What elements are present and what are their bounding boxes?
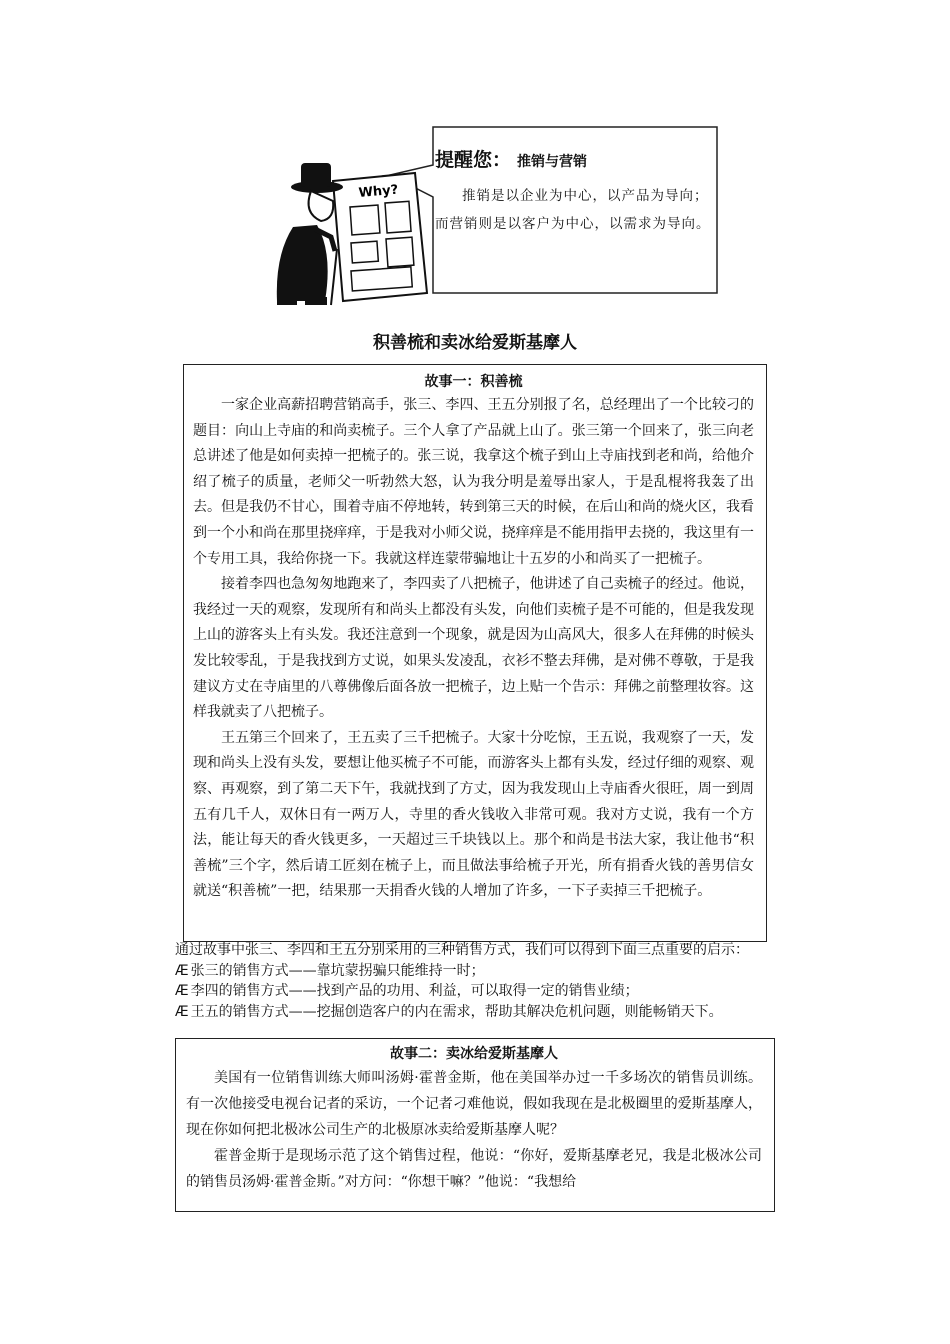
story-one-paragraph: 王五第三个回来了，王五卖了三千把梳子。大家十分吃惊，王五说，我观察了一天，发现和尚头上没有头发，要想让他买梳子不可能，而游客头上都有头发，经过仔细的观察、观察、再观察，到了第二天下午，我就找到了方丈，因为我发现山上寺庙香火很旺，周一到周五有几千人，双休日有一两万人，寺里的香火钱收入非常可观。我对方丈说，我有一个方法，能让每天的香火钱更多，一天超过三千块钱以上。那个和尚是书法大家，我让他书“积善梳”三个字，然后请工匠刻在梳子上，而且做法事给梳子开光，所有捐香火钱的善男信女就送“积善梳”一把，结果那一天捐香火钱的人增加了许多，一下子卖掉三千把梳子。 — [193, 729, 754, 900]
lesson-text: 张三的销售方式——靠坑蒙拐骗只能维持一时； — [190, 962, 485, 979]
bullet-icon: Æ — [175, 1003, 189, 1020]
lessons-section — [145, 940, 805, 1022]
lesson-text: 李四的销售方式——找到产品的功用、利益，可以取得一定的销售业绩； — [190, 983, 639, 999]
story-one-paragraph: 一家企业高薪招聘营销高手，张三、李四、王五分别报了名，总经理出了一个比较刁的题目：向山上寺庙的和尚卖梳子。三个人拿了产品就上山了。张三第一个回来了，张三向老总讲述了他是如何卖掉一把梳子的。张三说，我拿这个梳子到山上寺庙找到老和尚，给他介绍了梳子的质量，老师父一听勃然大怒，认为我分明是羞辱出家人，于是乱棍将我轰了出去。但是我仍不甘心，围着寺庙不停地转，转到第三天的时候，在后山和尚的烧火区，我看到一个小和尚在那里挠痒痒，于是我对小师父说，挠痒痒是不能用指甲去挠的，我这里有一个专用工具，我给你挠一下。我就这样连蒙带骗地让十五岁的小和尚买了一把梳子。 — [193, 397, 754, 567]
thinking-man-icon — [277, 163, 343, 305]
story-two-paragraph: 霍普金斯于是现场示范了这个销售过程，他说：“你好，爱斯基摩老兄，我是北极冰公司的销售员汤姆·霍普金斯。”对方问：“你想干嘛？”他说：“我想给 — [186, 1148, 762, 1190]
bullet-icon: Æ — [175, 962, 189, 979]
story-one-title: 故事一：积善梳 — [424, 374, 523, 390]
reminder-text — [435, 145, 715, 238]
story-two-box — [175, 1038, 775, 1212]
story-two-paragraph: 美国有一位销售训练大师叫汤姆·霍普金斯，他在美国举办过一千多场次的销售员训练。有一次他接受电视台记者的采访，一个记者刁难他说，假如我现在是北极圈里的爱斯基摩人，现在你如何把北极冰公司生产的北极原冰卖给爱斯基摩人呢？ — [186, 1070, 762, 1138]
lessons-intro: 通过故事中张三、李四和王五分别采用的三种销售方式，我们可以得到下面三点重要的启示： — [175, 942, 749, 958]
lesson-item — [145, 981, 805, 1002]
story-one-paragraph: 接着李四也急匆匆地跑来了，李四卖了八把梳子，他讲述了自己卖梳子的经过。他说，我经过一天的观察，发现所有和尚头上都没有头发，向他们卖梳子是不可能的，但是我发现上山的游客头上有头发。我还注意到一个现象，就是因为山高风大，很多人在拜佛的时候头发比较零乱，于是我找到方丈说，如果头发凌乱，衣衫不整去拜佛，是对佛不尊敬，于是我建议方丈在寺庙里的八尊佛像后面各放一把梳子，边上贴一个告示：拜佛之前整理妆容。这样我就卖了八把梳子。 — [193, 576, 754, 721]
reminder-figure — [255, 125, 720, 310]
board-icon — [333, 173, 427, 301]
reminder-label: 提醒您： — [435, 149, 512, 171]
bullet-icon: Æ — [175, 983, 189, 999]
lesson-text: 王五的销售方式——挖掘创造客户的内在需求，帮助其解决危机问题，则能畅销天下。 — [190, 1003, 723, 1020]
page-title: 积善梳和卖冰给爱斯基摩人 — [373, 333, 577, 353]
lesson-item — [145, 961, 805, 982]
reminder-heading — [435, 145, 715, 172]
story-two-title: 故事二：卖冰给爱斯基摩人 — [390, 1046, 558, 1062]
svg-text:Why?: Why? — [358, 182, 399, 201]
story-one-box — [183, 364, 767, 942]
lesson-item — [145, 1002, 805, 1023]
reminder-body: 推销是以企业为中心，以产品为导向；而营销则是以客户为中心，以需求为导向。 — [435, 188, 711, 232]
reminder-topic: 推销与营销 — [517, 154, 588, 170]
